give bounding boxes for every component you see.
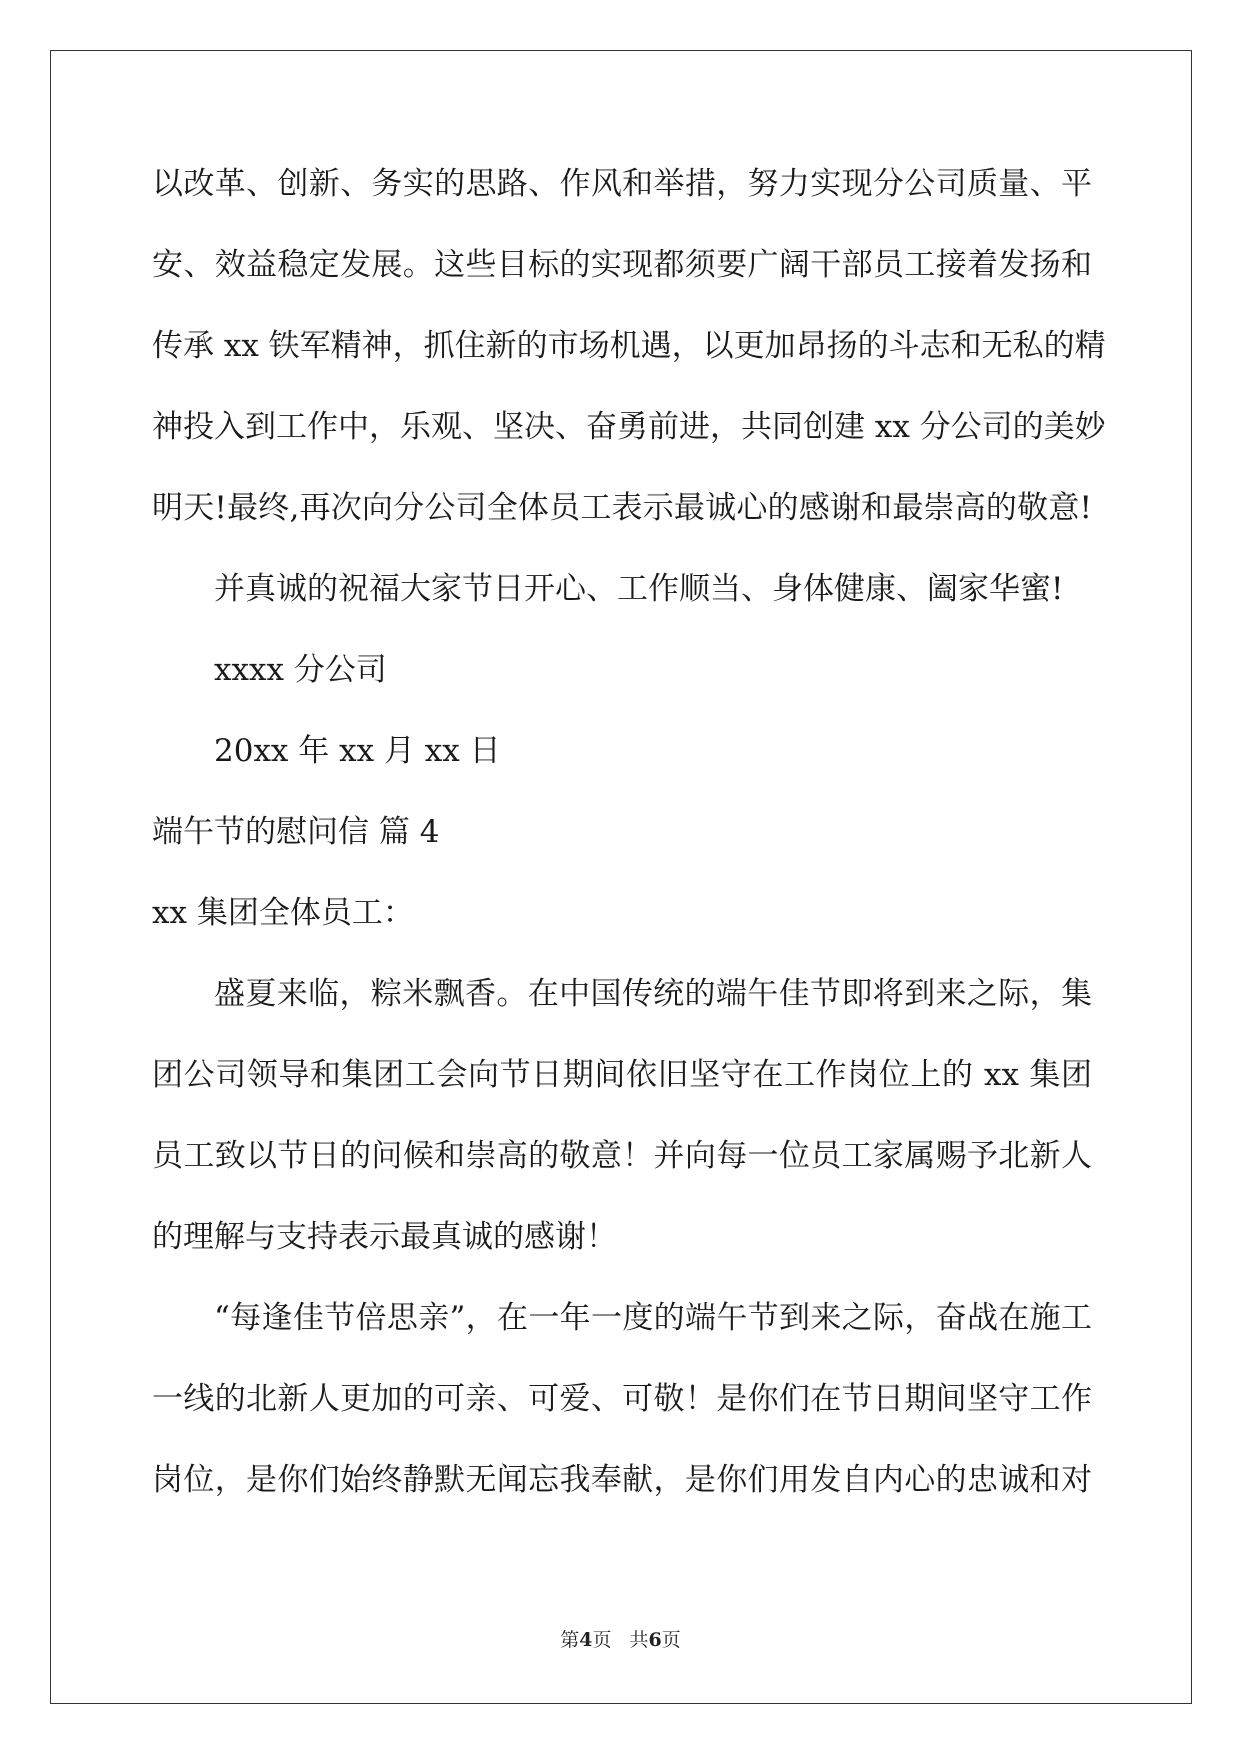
document-body <box>152 158 1106 1535</box>
text-line: “每逢佳节倍思亲”，在一年一度的端午节到来之际，奋战在施工 <box>214 1300 1092 1336</box>
current-page-number: 4 <box>579 1629 593 1651</box>
text-line: 以改革、创新、务实的思路、作风和举措，努力实现分公司质量、平 <box>152 166 1092 202</box>
signature-company: xxxx 分公司 <box>214 652 387 688</box>
salutation: xx 集团全体员工： <box>152 895 414 931</box>
signature-date: 20xx 年 xx 月 xx 日 <box>214 733 501 769</box>
footer-prefix: 第 <box>560 1629 580 1651</box>
text-line: 的理解与支持表示最真诚的感谢！ <box>152 1219 617 1255</box>
text-line: 岗位，是你们始终静默无闻忘我奉献，是你们用发自内心的忠诚和对 <box>152 1462 1092 1498</box>
text-line: 团公司领导和集团工会向节日期间依旧坚守在工作岗位上的 xx 集团 <box>152 1057 1092 1093</box>
text-line: 传承 xx 铁军精神，抓住新的市场机遇，以更加昂扬的斗志和无私的精 <box>152 328 1106 364</box>
text-line: 员工致以节日的问候和崇高的敬意！并向每一位员工家属赐予北新人 <box>152 1138 1092 1174</box>
text-line: 一线的北新人更加的可亲、可爱、可敬！是你们在节日期间坚守工作 <box>152 1381 1092 1417</box>
text-line: 神投入到工作中，乐观、坚决、奋勇前进，共同创建 xx 分公司的美妙 <box>152 409 1106 445</box>
section-heading: 端午节的慰问信 篇 4 <box>152 814 440 850</box>
page-footer <box>0 1628 1241 1652</box>
footer-total-prefix: 共 <box>629 1629 649 1651</box>
footer-total-suffix: 页 <box>661 1629 681 1651</box>
text-line: 并真诚的祝福大家节日开心、工作顺当、身体健康、阖家华蜜! <box>214 571 1064 607</box>
text-line: 安、效益稳定发展。这些目标的实现都须要广阔干部员工接着发扬和 <box>152 247 1092 283</box>
total-pages-number: 6 <box>648 1629 662 1651</box>
text-line: 盛夏来临，粽米飘香。在中国传统的端午佳节即将到来之际，集 <box>214 976 1092 1012</box>
footer-page-suffix: 页 <box>592 1629 612 1651</box>
text-line: 明天!最终,再次向分公司全体员工表示最诚心的感谢和最崇高的敬意! <box>152 490 1092 526</box>
